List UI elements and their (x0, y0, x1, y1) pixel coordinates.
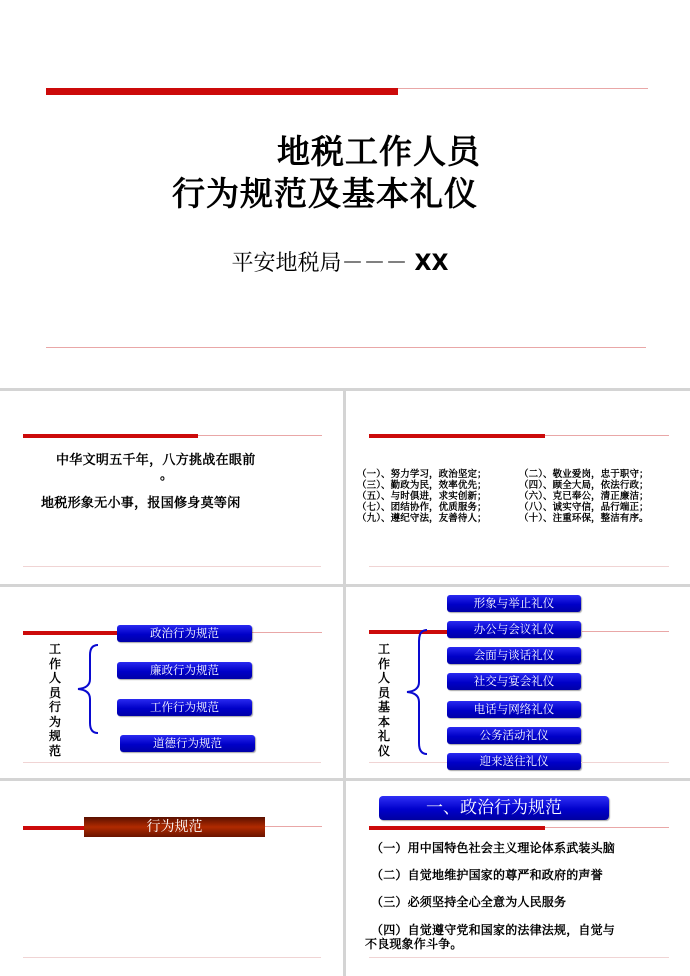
motto-line-1: 中华文明五千年，八方挑战在眼前 (56, 453, 256, 468)
accent-bar (23, 434, 198, 438)
footer-line (369, 762, 447, 763)
section-banner: 行为规范 (84, 817, 265, 837)
category-label: 工作人员基本礼仪 (377, 642, 390, 758)
motto-line-2: 地税形象无小事，报国修身莫等闲 (41, 496, 241, 511)
accent-line (582, 631, 669, 632)
norm-button-work[interactable]: 工作行为规范 (117, 699, 252, 716)
principle-item: （九）、遵纪守法，友善待人； (357, 513, 487, 524)
principle-item: （三）、勤政为民，效率优先； (357, 480, 487, 491)
principle-item: （一）、努力学习，政治坚定； (357, 469, 487, 480)
principle-item: （五）、与时俱进，求实创新； (357, 491, 487, 502)
etiquette-button-reception[interactable]: 迎来送往礼仪 (447, 753, 581, 770)
slide-title[interactable] (0, 0, 690, 388)
conduct-item: （三）必须坚持全心全意为人民服务 (371, 895, 567, 909)
principle-item: （八）、诚实守信，品行端正； (519, 502, 649, 513)
accent-bar (23, 631, 120, 635)
etiquette-button-office[interactable]: 办公与会议礼仪 (447, 621, 581, 638)
accent-line (250, 632, 322, 633)
footer-line (23, 957, 321, 958)
principle-item: （二）、敬业爱岗，忠于职守； (519, 469, 649, 480)
accent-bar (369, 826, 545, 830)
footer-line (369, 957, 669, 958)
subtitle-org: 平安地税局－－－ (231, 251, 408, 276)
subtitle (0, 246, 690, 277)
footer-line (369, 566, 669, 567)
etiquette-button-official[interactable]: 公务活动礼仪 (447, 727, 581, 744)
principle-item: （四）、顾全大局，依法行政； (519, 480, 649, 491)
slide-etiquette[interactable] (347, 587, 690, 778)
etiquette-button-social[interactable]: 社交与宴会礼仪 (447, 673, 581, 690)
norm-button-integrity[interactable]: 廉政行为规范 (117, 662, 252, 679)
title-line-1: 地税工作人员 (277, 132, 481, 171)
accent-line (198, 435, 322, 436)
motto-line-1-tail: 。 (160, 468, 174, 483)
section-banner: 一、政治行为规范 (379, 796, 609, 820)
accent-bar (23, 826, 85, 830)
subtitle-name: XX (414, 251, 449, 276)
etiquette-button-meeting[interactable]: 会面与谈话礼仪 (447, 647, 581, 664)
footer-line (23, 566, 321, 567)
accent-line (265, 826, 322, 827)
curly-brace-icon (403, 627, 429, 757)
footer-line (23, 762, 321, 763)
etiquette-button-appearance[interactable]: 形象与举止礼仪 (447, 595, 581, 612)
slide-conduct-norms[interactable] (0, 587, 343, 778)
principle-item: （六）、克已奉公，清正廉洁； (519, 491, 649, 502)
accent-bar (46, 88, 398, 95)
conduct-item: （二）自觉地维护国家的尊严和政府的声誉 (371, 868, 603, 882)
footer-line (46, 347, 646, 348)
norm-button-moral[interactable]: 道德行为规范 (120, 735, 255, 752)
slide-section-header[interactable] (0, 781, 343, 976)
slide-political-conduct[interactable] (347, 781, 690, 976)
etiquette-button-phone[interactable]: 电话与网络礼仪 (447, 701, 581, 718)
slide-separator (343, 391, 346, 976)
footer-line (581, 762, 669, 763)
principle-item: （七）、团结协作，优质服务； (357, 502, 487, 513)
accent-bar (369, 434, 545, 438)
conduct-item-continuation: 不良现象作斗争。 (365, 937, 463, 951)
title-line-2: 行为规范及基本礼仪 (172, 174, 478, 213)
principle-item: （十）、注重环保，整洁有序。 (519, 513, 649, 524)
slide-motto[interactable] (0, 391, 343, 584)
slide-ten-principles[interactable] (347, 391, 690, 584)
curly-brace-icon (74, 643, 100, 735)
accent-line (398, 88, 648, 89)
principles-list (357, 469, 684, 524)
conduct-item: （一）用中国特色社会主义理论体系武装头脑 (371, 841, 616, 855)
norm-button-political[interactable]: 政治行为规范 (117, 625, 252, 642)
accent-line (545, 435, 669, 436)
category-label: 工作人员行为规范 (48, 642, 61, 758)
accent-line (545, 827, 669, 828)
conduct-item: （四）自觉遵守党和国家的法律法规，自觉与 (371, 923, 616, 937)
